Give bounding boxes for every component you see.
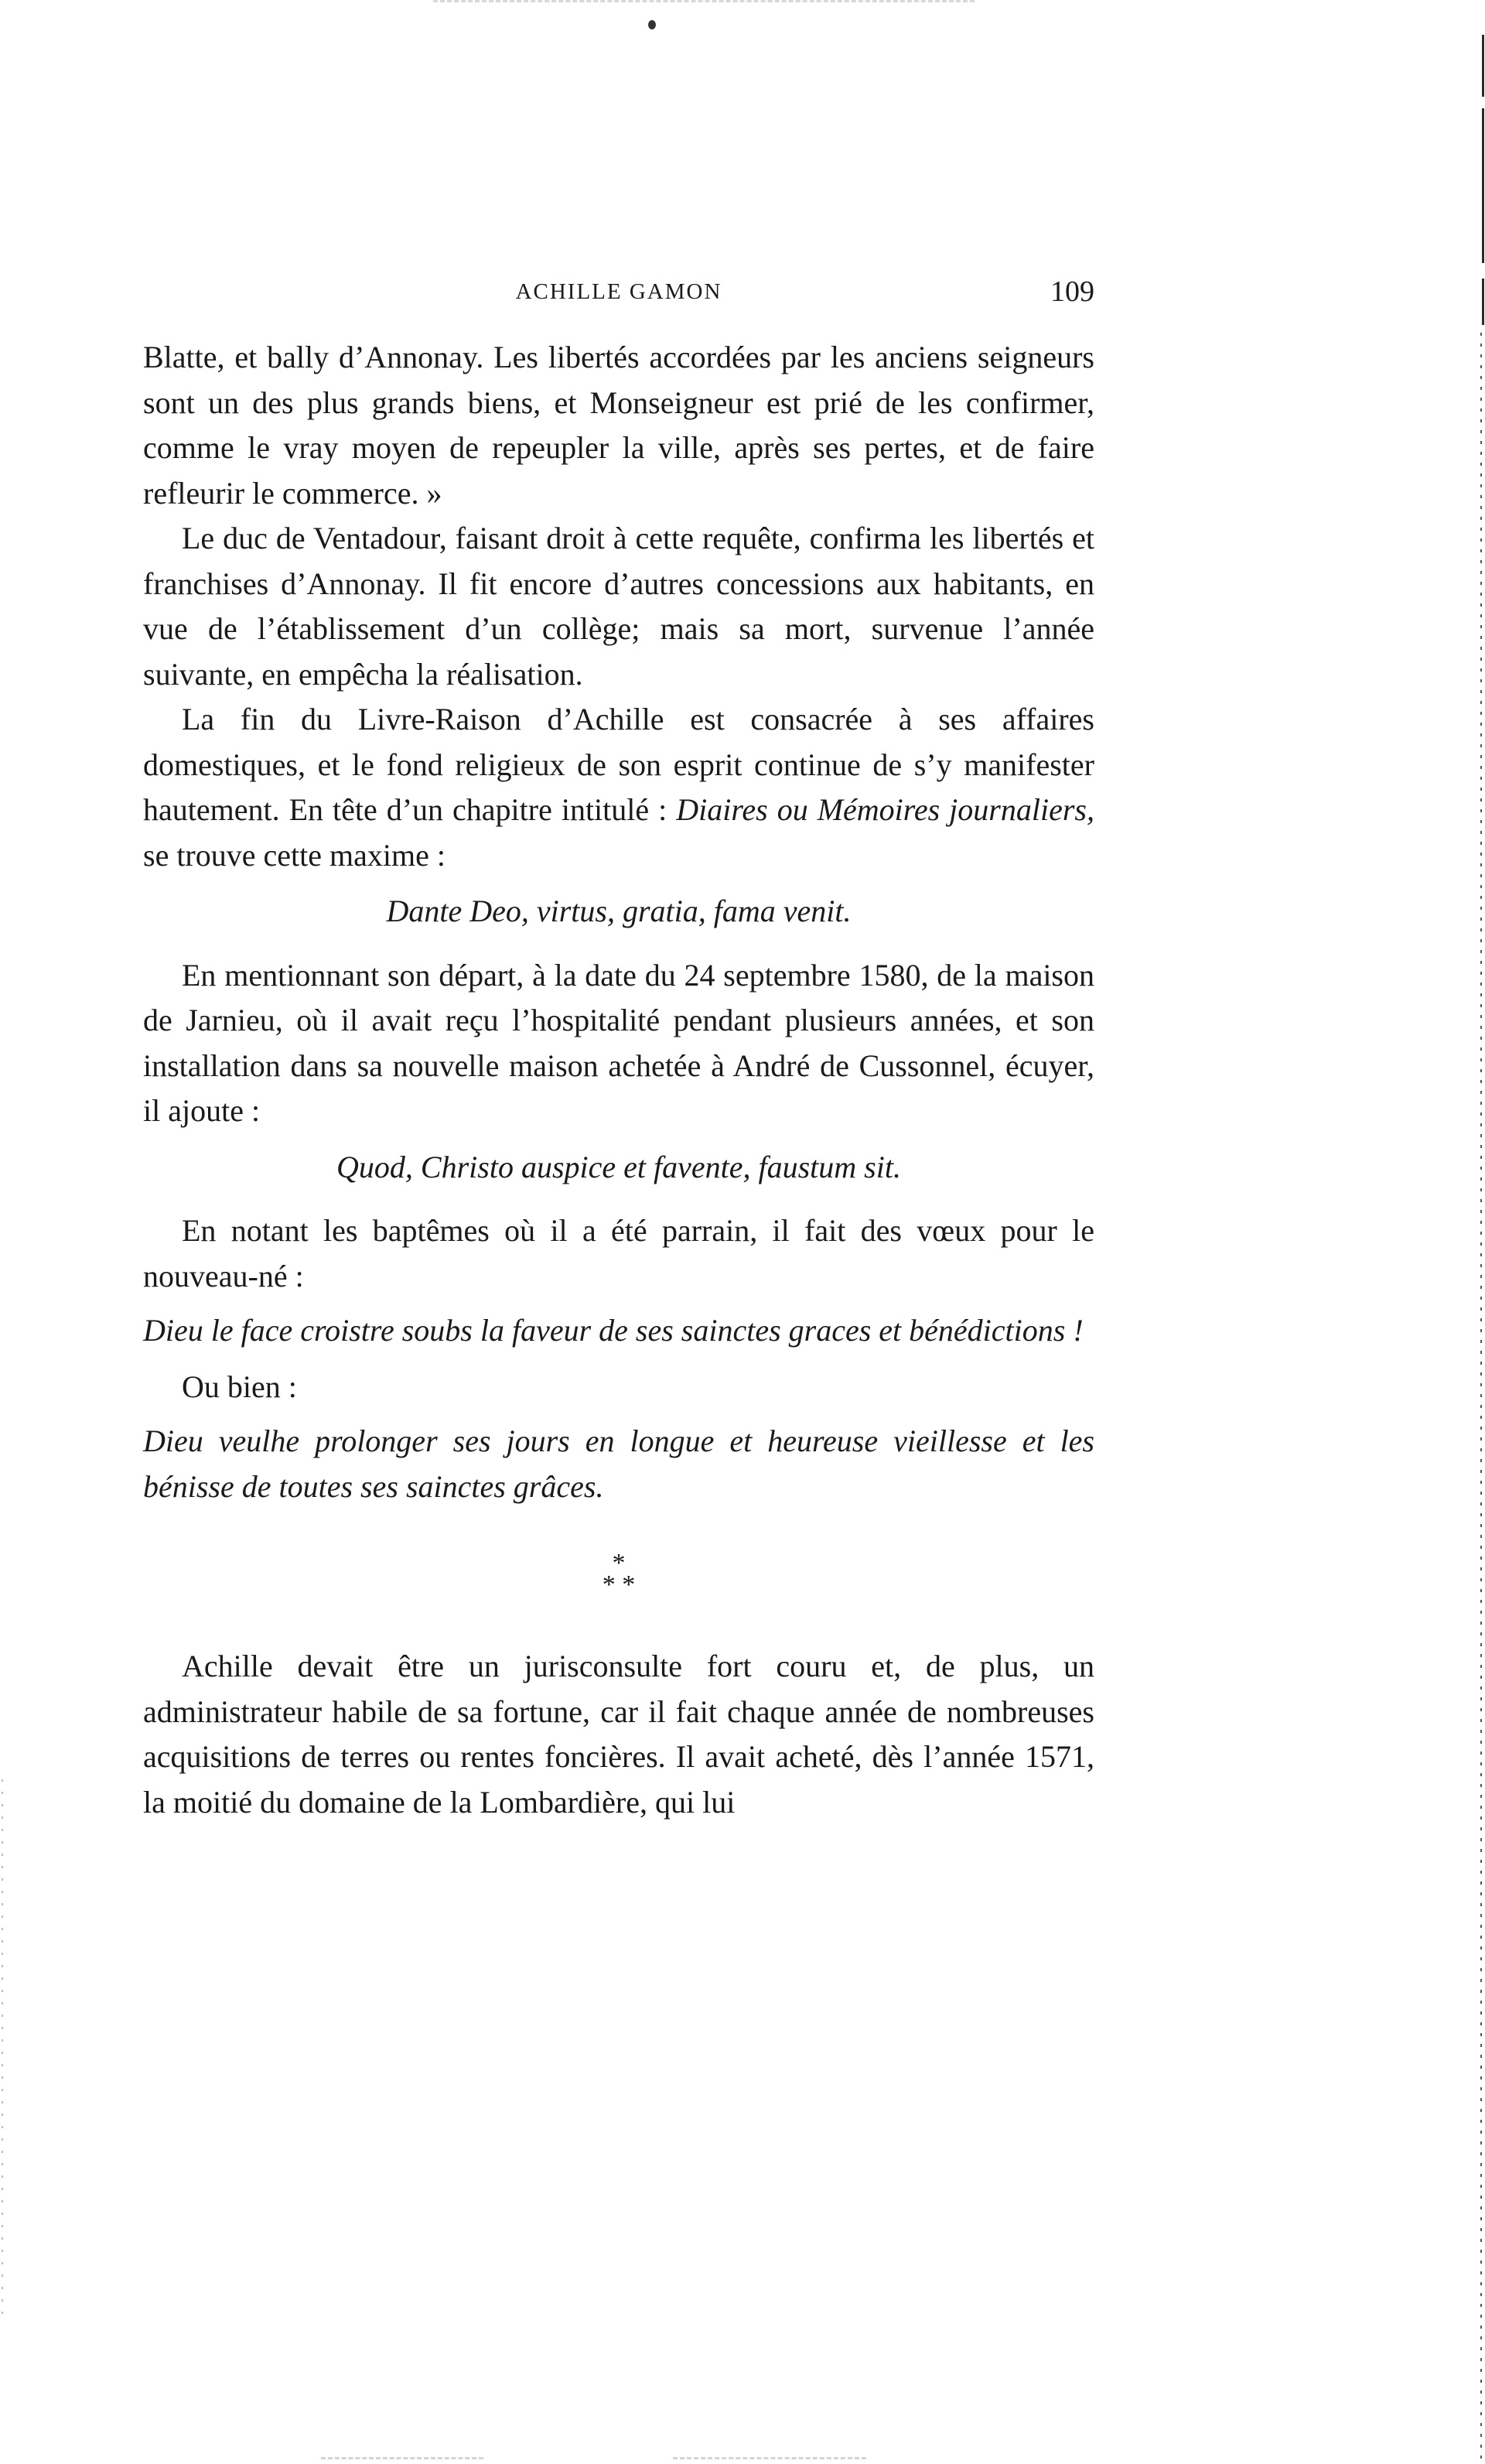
scan-right-edge-mark — [1482, 279, 1484, 325]
asterism-top: * — [612, 1549, 626, 1577]
quote-2: Dieu veulhe prolonger ses jours en longue et heureuse vieillesse et les bénisse de toutes ses sainctes grâces. — [143, 1423, 1094, 1504]
scan-bottom-rule-left — [321, 2457, 483, 2462]
paragraph-2: Le duc de Ventadour, faisant droit à cette requête, confirma les libertés et franchises d’Annonay. Il fit encore d’autres concessions aux habitants, en vue de l’établissement d’un collège; mais sa mort, survenue l’année suivante, en empêcha la réalisation. — [143, 521, 1094, 692]
motto-2: Quod, Christo auspice et favente, faustum sit. — [336, 1149, 901, 1184]
chapter-title: Diaires ou Mémoires journaliers, — [676, 792, 1094, 827]
scan-ink-dot — [648, 20, 656, 29]
scan-right-edge-mark — [1482, 108, 1484, 263]
scan-bottom-rule-right — [673, 2457, 866, 2462]
paragraph-4: En mentionnant son départ, à la date du 24 septembre 1580, de la maison de Jarnieu, où il avait reçu l’hospitalité pendant plusieurs années, et son installation dans sa nouvelle maison achetée à André de Cussonnel, écuyer, il ajoute : — [143, 957, 1094, 1128]
running-head — [143, 275, 1094, 313]
scan-right-edge-dots — [1480, 333, 1482, 2460]
quote-1: Dieu le face croistre soubs la faveur de ses sainctes graces et bénédictions ! — [143, 1313, 1084, 1348]
scan-right-edge-mark — [1482, 35, 1484, 97]
paragraph-3 — [143, 697, 1094, 878]
running-head-title: ACHILLE GAMON — [515, 279, 722, 304]
body-text — [143, 335, 1094, 1825]
paragraph-3-text: La fin du Livre-Raison d’Achille est consacrée à ses affaires domestiques, et le fond religieux de son esprit continue de s’y manifester hautement. En tête d’un chapitre intitulé : — [143, 702, 1094, 827]
scan-top-rule — [433, 0, 975, 5]
scan-left-edge-dots — [2, 1779, 3, 2321]
paragraph-7: Achille devait être un jurisconsulte fort couru et, de plus, un administrateur habile de sa fortune, car il fait chaque année de nombreuses acquisitions de terres ou rentes foncières. Il avait acheté, dès l’année 1571, la moitié du domaine de la Lombardière, qui lui — [143, 1649, 1094, 1820]
paragraph-5: En notant les baptêmes où il a été parrain, il fait des vœux pour le nouveau-né : — [143, 1213, 1094, 1294]
paragraph-6: Ou bien : — [182, 1369, 297, 1404]
motto-1: Dante Deo, virtus, gratia, fama venit. — [386, 894, 852, 928]
paragraph-1: Blatte, et bally d’Annonay. Les libertés accordées par les anciens seigneurs sont un des plus grands biens, et Monseigneur est prié de les confirmer, comme le vray moyen de repeupler la ville, après ses pertes, et de faire refleurir le commerce. » — [143, 340, 1094, 511]
page-number: 109 — [1050, 275, 1094, 308]
asterism — [143, 1549, 1094, 1599]
paragraph-3-tail: se trouve cette maxime : — [143, 837, 446, 873]
asterism-bottom: * * — [602, 1570, 636, 1599]
